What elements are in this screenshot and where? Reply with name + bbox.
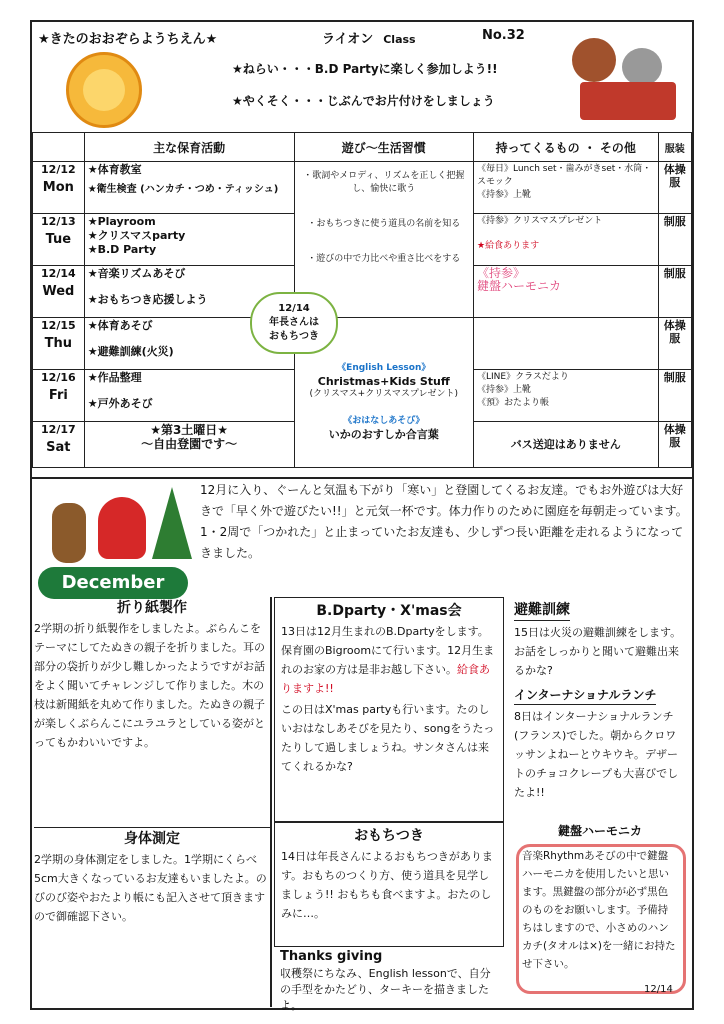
date-cell: 12/17 Sat <box>33 422 85 468</box>
body-measure-body: 2学期の身体測定をしました。1学期にくらべ5cm大きくなっているお友達もいましたよ。のびのび姿やおたより帳にも記入させて頂きますので御確認下さい。 <box>34 853 267 923</box>
activities-header: 主な保育活動 <box>84 133 294 162</box>
date-cell: 12/12 Mon <box>33 162 85 214</box>
bd-party-article <box>274 597 504 822</box>
activity-cell: ★Playroom ★クリスマスparty ★B.D Party <box>84 214 294 266</box>
evacuation-body: 15日は火災の避難訓練をします。お話をしっかりと聞いて避難出来るかな? <box>514 626 682 677</box>
date-cell: 12/15 Thu <box>33 318 85 370</box>
uniform-header: 服装 <box>658 133 691 162</box>
date-cell: 12/16 Fri <box>33 370 85 422</box>
bear-icon <box>572 38 616 82</box>
bring-cell: 《毎日》Lunch set・歯みがきset・水筒・スモック 《持参》上靴 <box>474 162 659 214</box>
bring-cell <box>474 318 659 370</box>
bd-party-title: B.Dparty・X'mas会 <box>316 603 462 619</box>
english-lesson-title: 《English Lesson》 <box>337 363 431 373</box>
schedule-header-row <box>33 133 692 162</box>
date-header <box>33 133 85 162</box>
evacuation-title: 避難訓練 <box>514 599 686 621</box>
reindeer-icon <box>52 503 86 563</box>
divider <box>32 477 692 479</box>
class-label: Class <box>383 33 416 46</box>
intl-lunch-body: 8日はインターナショナルランチ(フランス)でした。朝からクロワッサンよねーとウキウキ。デザートのチョコクレープも大喜びでしたよ!! <box>514 710 679 799</box>
origami-article <box>34 597 270 827</box>
issue-number: No.32 <box>482 28 525 43</box>
mochitsuki-article <box>274 822 504 947</box>
mochitsuki-body: 14日は年長さんによるおもちつきがあります。おもちのつくり方、使う道具を見学しましょう!! おもちも食べますよ。おたのしみに…。 <box>281 850 493 920</box>
play-item: ・歌詞やメロディ、リズムを正しく把握し、愉快に歌う <box>303 170 465 194</box>
bring-cell: 《持参》クリスマスプレゼント ★給食あります <box>474 214 659 266</box>
thanksgiving-article <box>274 947 504 1012</box>
date-cell: 12/14 Wed <box>33 266 85 318</box>
table-row <box>33 318 692 370</box>
keyboard-harmonica-article <box>508 822 692 1010</box>
school-name: ★きたのおおぞらようちえん★ <box>38 32 218 47</box>
activity-cell: ★体育教室 ★衛生検査 (ハンカチ・つめ・ティッシュ) <box>84 162 294 214</box>
english-lesson-note: (クリスマス+クリスマスプレゼント) <box>309 389 459 399</box>
body-measure-article <box>34 827 270 1007</box>
divider <box>270 597 272 1007</box>
play-header: 遊び～生活習慣 <box>294 133 473 162</box>
mochitsuki-title: おもちつき <box>354 828 424 844</box>
cat-icon <box>622 48 662 86</box>
intl-lunch-title: インターナショナルランチ <box>514 686 686 705</box>
promise-text: ★やくそく・・・じぶんでお片付けをしましょう <box>232 94 495 108</box>
uniform-cell: 制服 <box>658 266 691 318</box>
body-measure-title: 身体測定 <box>124 831 180 847</box>
uniform-cell: 体操服 <box>658 318 691 370</box>
origami-body: 2学期の折り紙製作をしましたよ。ぶらんこをテーマにしてたぬきの親子を折りました。耳の部分の袋折りが少し難しかったようですがお話をよく聞いてチャレンジして作りました。木の枝は新聞紙を丸めて作りました。たぬきの親子が楽しくぶらんこにユラユラとしている姿がとってもかわいいですよ。 <box>34 622 265 749</box>
play-item: ・おもちつきに使う道具の名前を知る <box>307 218 461 229</box>
bring-cell: 《持参》 鍵盤ハーモニカ <box>474 266 659 318</box>
december-intro: 12月に入り、ぐーんと気温も下がり「寒い」と登園してくるお友達。でもお外遊びは大好きで「早く外で遊びたい!!」と元気一杯です。体力作りのために園庭を毎朝走っています。1・2周で「つかれた」と止まっていたお友達も、少しずつ長い距離を走れるようになってきました。 <box>200 483 688 560</box>
weekly-schedule <box>32 132 692 468</box>
table-row <box>33 162 692 214</box>
uniform-cell: 制服 <box>658 214 691 266</box>
santa-icon <box>98 497 146 559</box>
date-cell: 12/13 Tue <box>33 214 85 266</box>
uniform-cell: 体操服 <box>658 162 691 214</box>
aim-text: ★ねらい・・・B.D Partyに楽しく参加しよう!! <box>232 62 498 76</box>
play-item: ・遊びの中で力比べや重さ比べをする <box>307 253 461 264</box>
uniform-cell: 体操服 <box>658 422 691 468</box>
class-name <box>322 28 416 47</box>
newsletter-page <box>30 20 694 1010</box>
origami-title: 折り紙製作 <box>117 600 187 616</box>
mochitsuki-bubble: 12/14 年長さんは おもちつき <box>250 292 338 354</box>
bd-party-body-2: この日はX'mas partyも行います。たのしいおはなしあそびを見たり、songをうたったりして過しましょうね。サンタさんは来てくれるかな? <box>281 703 495 773</box>
bring-header: 持ってくるもの ・ その他 <box>474 133 659 162</box>
date-signature: 12/14 <box>644 984 673 995</box>
activity-cell: ★体育あそび ★避難訓練(火災) <box>84 318 294 370</box>
lion-icon <box>66 52 142 128</box>
bear-cat-kotatsu-icon <box>572 30 682 122</box>
activity-cell: ★第3土曜日★ ～自由登園です～ <box>84 422 294 468</box>
evacuation-article <box>508 597 692 822</box>
bd-party-body: 13日は12月生まれのB.Dpartyをします。保育園のBigroomにて行います。12月生まれのお家の方は是非お越し下さい。給食ありますよ!! <box>281 625 495 695</box>
activity-cell: ★音楽リズムあそび ★おもちつき応援しよう <box>84 266 294 318</box>
english-lesson-topic: Christmas+Kids Stuff <box>317 375 450 388</box>
bring-cell: バス送迎はありません <box>474 422 659 468</box>
kotatsu-icon <box>580 82 676 120</box>
activity-cell: ★作品整理 ★戸外あそび <box>84 370 294 422</box>
thanksgiving-title: Thanks giving <box>280 949 383 964</box>
uniform-cell: 制服 <box>658 370 691 422</box>
keyboard-harmonica-title: 鍵盤ハーモニカ <box>557 824 642 838</box>
santa-reindeer-tree-icon <box>52 487 192 569</box>
thanksgiving-body: 収穫祭にちなみ、English lessonで、自分の手型をかたどり、ターキーを描きましたよ。 <box>280 967 491 1012</box>
bring-cell: 《LINE》クラスだより 《持参》上靴 《預》おたより帳 <box>474 370 659 422</box>
keyboard-harmonica-body: 音楽Rhythmあそびの中で鍵盤ハーモニカを使用したいと思います。黒鍵盤の部分が必ず黒色のものをお願いします。予備持ちはしますので、小さめのハンカチ(タオルは×)を一緒にお持たせ下さい。 <box>522 850 676 970</box>
christmas-tree-icon <box>152 487 192 559</box>
class-name-text: ライオン <box>322 32 374 47</box>
story-play-topic: いかのおすしか合言葉 <box>328 428 439 441</box>
story-play-title: 《おはなしあそび》 <box>343 416 425 426</box>
bd-party-lunch-note: 給食ありますよ!! <box>281 663 490 695</box>
december-banner: December <box>38 567 188 599</box>
